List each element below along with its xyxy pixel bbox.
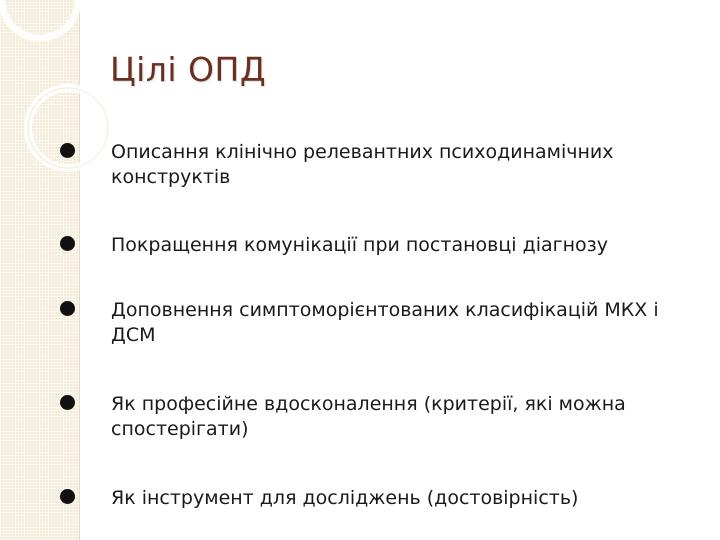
bullet-text: Як інструмент для досліджень (достовірність) [111, 487, 579, 509]
bullet-dot-icon [60, 143, 75, 158]
bullet-dot-icon [60, 301, 75, 316]
bullet-dot-icon [60, 236, 75, 251]
bullet-text: Покращення комунікації при постановці діагнозу [111, 234, 609, 256]
slide-title: Цілі ОПД [110, 50, 267, 89]
bullet-dot-icon [60, 489, 75, 504]
bullet-dot-icon [60, 395, 75, 410]
bullet-text: Доповнення симптоморієнтованих класифікацій МКХ і ДСМ [111, 299, 659, 346]
bullet-text: Як професійне вдосконалення (критерії, які можна спостерігати) [111, 393, 626, 440]
bullet-text: Описання клінічно релевантних психодинамічних конструктів [111, 141, 614, 188]
